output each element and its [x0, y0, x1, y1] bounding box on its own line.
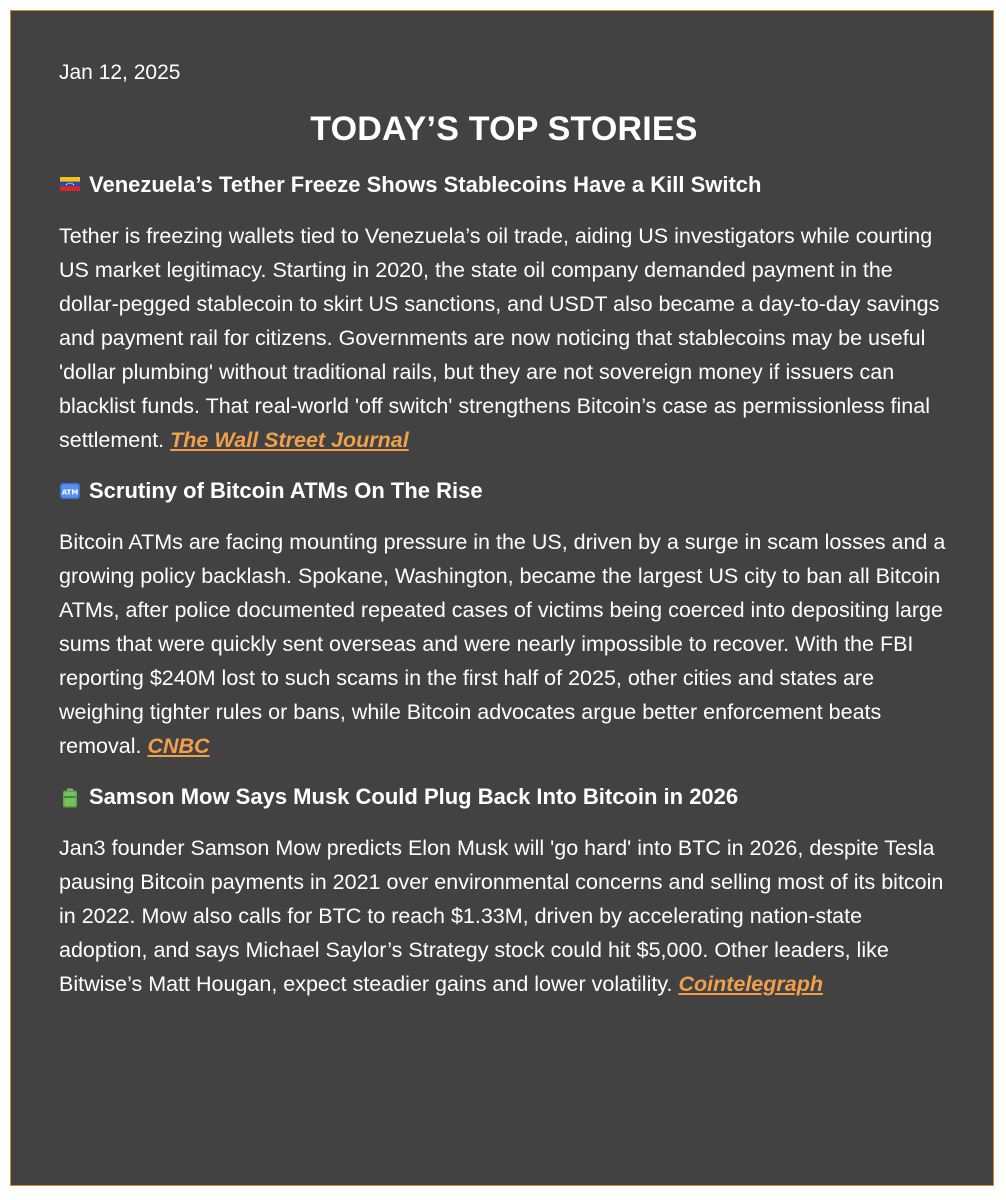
source-link-cnbc[interactable]: CNBC	[147, 734, 210, 758]
story-title-text: Scrutiny of Bitcoin ATMs On The Rise	[89, 478, 483, 503]
story	[59, 477, 949, 763]
story-title-text: Venezuela’s Tether Freeze Shows Stablecoins Have a Kill Switch	[89, 172, 762, 197]
story-body	[59, 831, 949, 1001]
battery-icon	[59, 788, 81, 806]
story	[59, 783, 949, 1001]
story-body-text: Jan3 founder Samson Mow predicts Elon Musk will 'go hard' into BTC in 2026, despite Tesla pausing Bitcoin payments in 2021 over environmental concerns and selling most of its bitcoin in 2022. Mow also calls for BTC to reach $1.33M, driven by accelerating nation-state adoption, and says Michael Saylor’s Strategy stock could hit $5,000. Other leaders, like Bitwise’s Matt Hougan, expect steadier gains and lower volatility.	[59, 836, 944, 996]
atm-sign-icon	[59, 482, 81, 500]
story-body-text: Tether is freezing wallets tied to Venezuela’s oil trade, aiding US investigators while courting US market legitimacy. Starting in 2020, the state oil company demanded payment in the dollar-pegged stablecoin to skirt US sanctions, and USDT also became a day-to-day savings and payment rail for citizens. Governments are now noticing that stablecoins may be useful 'dollar plumbing' without traditional rails, but they are not sovereign money if issuers can blacklist funds. That real-world 'off switch' strengthens Bitcoin’s case as permissionless final settlement.	[59, 224, 940, 452]
story-body-text: Bitcoin ATMs are facing mounting pressure in the US, driven by a surge in scam losses and a growing policy backlash. Spokane, Washington, became the largest US city to ban all Bitcoin ATMs, after police documented repeated cases of victims being coerced into depositing large sums that were quickly sent overseas and were nearly impossible to recover. With the FBI reporting $240M lost to such scams in the first half of 2025, other cities and states are weighing tighter rules or bans, while Bitcoin advocates argue better enforcement beats removal.	[59, 530, 946, 758]
story-title-text: Samson Mow Says Musk Could Plug Back Into Bitcoin in 2026	[89, 784, 739, 809]
story-title	[59, 783, 949, 811]
story-body	[59, 219, 949, 457]
newsletter-content	[59, 59, 949, 1001]
svg-text:ATM: ATM	[61, 488, 79, 497]
venezuela-flag-icon	[59, 176, 81, 194]
issue-date: Jan 12, 2025	[59, 61, 181, 84]
story-body	[59, 525, 949, 763]
source-link-cointelegraph[interactable]: Cointelegraph	[678, 972, 823, 996]
source-link-wsj[interactable]: The Wall Street Journal	[170, 428, 409, 452]
story	[59, 171, 949, 457]
story-title	[59, 171, 949, 199]
story-title	[59, 477, 949, 505]
newsletter-card	[10, 10, 994, 1186]
page-title: TODAY’S TOP STORIES	[310, 110, 698, 148]
